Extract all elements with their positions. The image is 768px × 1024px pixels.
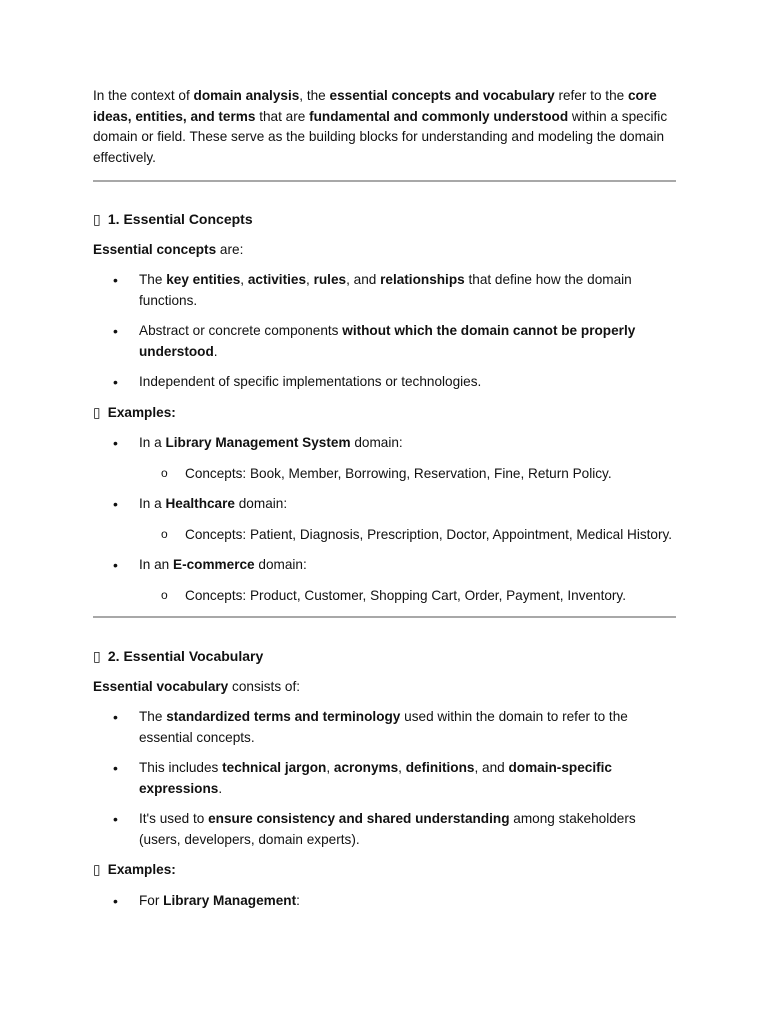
item-text: domain: — [350, 435, 403, 450]
item-text: For — [139, 892, 164, 908]
item-bold: Library Management System — [165, 435, 351, 450]
list-item — [93, 270, 676, 311]
sub-list-item: o Concepts: Product, Customer, Shopping Cart, Order, Payment, Inventory. — [139, 586, 676, 607]
item-text: It's used to — [139, 811, 209, 826]
item-bold: standardized terms and terminology — [166, 709, 401, 724]
item-text: In a — [139, 435, 166, 450]
item-text: used within the domain to refer to the essential concepts. — [139, 709, 628, 745]
list-item — [93, 494, 676, 545]
intro-text: that are — [255, 108, 310, 124]
list-item — [93, 809, 676, 850]
list-item — [93, 321, 676, 362]
intro-bold: core ideas, entities, and terms — [93, 88, 657, 124]
intro-text: , the — [299, 88, 330, 103]
item-text: , — [240, 272, 248, 287]
section-heading-vocabulary — [93, 646, 676, 667]
intro-text: In the context of — [93, 88, 194, 103]
list-item — [93, 758, 676, 799]
item-bold: Healthcare — [165, 496, 235, 511]
item-text: In a — [139, 496, 166, 511]
vocabulary-examples-list — [93, 891, 676, 912]
item-bold: key entities — [166, 272, 241, 287]
item-text: domain: — [234, 496, 288, 511]
intro-paragraph — [93, 86, 676, 168]
missing-glyph-icon: ▯ — [93, 862, 101, 877]
item-text: . — [213, 343, 218, 359]
item-bold: without which the domain cannot be properly understood — [139, 323, 636, 359]
list-item — [93, 707, 676, 748]
item-text: , — [398, 760, 406, 775]
vocabulary-list — [93, 707, 676, 850]
list-item — [93, 433, 676, 484]
intro-bold: domain analysis — [193, 88, 300, 103]
sub-list-item: o Concepts: Patient, Diagnosis, Prescription, Doctor, Appointment, Medical History. — [139, 525, 676, 546]
intro-text: within a specific domain or field. These serve as the building blocks for understanding and modeling the domain effectively. — [93, 108, 668, 165]
item-text: among stakeholders (users, developers, domain experts). — [139, 811, 636, 847]
section-heading-concepts — [93, 209, 676, 230]
sub-list — [139, 525, 676, 546]
intro-text: refer to the — [554, 88, 628, 103]
item-bold: activities — [247, 272, 307, 287]
item-text: The — [139, 272, 167, 287]
missing-glyph-icon: ▯ — [93, 648, 101, 664]
item-bold: Library Management — [163, 892, 297, 908]
item-bold: technical jargon — [222, 760, 327, 775]
lead-bold: Essential concepts — [93, 241, 217, 257]
lead-bold: Essential vocabulary — [93, 678, 229, 694]
item-text: , — [326, 760, 334, 775]
item-bold: acronyms — [333, 760, 399, 775]
concepts-list — [93, 270, 676, 393]
item-bold: ensure consistency and shared understanding — [208, 811, 510, 826]
list-item — [93, 372, 676, 393]
item-bold: rules — [313, 272, 347, 287]
item-text: , and — [474, 760, 509, 775]
item-text: that define how the domain functions. — [139, 272, 632, 308]
document-body — [93, 86, 676, 921]
examples-label — [93, 860, 676, 881]
item-text: , — [306, 272, 314, 287]
item-bold: definitions — [405, 760, 475, 775]
sub-list-item: o Concepts: Book, Member, Borrowing, Reservation, Fine, Return Policy. — [139, 464, 676, 485]
section-heading-text: 1. Essential Concepts — [107, 211, 253, 227]
item-text: The — [139, 709, 167, 724]
item-text: In an — [139, 557, 174, 572]
section-lead — [93, 677, 676, 698]
intro-bold: fundamental and commonly understood — [309, 108, 569, 124]
examples-list — [93, 433, 676, 606]
item-text: Independent of specific implementations or technologies. — [139, 374, 482, 389]
item-text: This includes — [139, 760, 223, 775]
item-text: . — [218, 780, 223, 796]
section-heading-text: 2. Essential Vocabulary — [107, 648, 264, 664]
missing-glyph-icon: ▯ — [93, 404, 101, 420]
sub-list — [139, 586, 676, 607]
item-bold: E-commerce — [173, 557, 255, 572]
horizontal-divider — [93, 616, 676, 618]
lead-text: consists of: — [228, 678, 301, 694]
examples-label-text: Examples: — [107, 862, 176, 877]
item-bold: relationships — [380, 272, 465, 287]
item-text: , and — [346, 272, 381, 287]
section-lead — [93, 240, 676, 261]
list-item — [93, 555, 676, 606]
lead-text: are: — [216, 241, 244, 257]
intro-bold: essential concepts and vocabulary — [329, 88, 555, 103]
sub-list — [139, 464, 676, 485]
examples-label — [93, 403, 676, 424]
examples-label-text: Examples: — [107, 404, 176, 420]
item-bold: domain-specific expressions — [139, 760, 612, 796]
item-text: domain: — [254, 557, 307, 572]
missing-glyph-icon: ▯ — [93, 211, 101, 227]
item-text: Abstract or concrete components — [139, 323, 343, 338]
item-text: : — [296, 892, 300, 908]
list-item — [93, 891, 676, 912]
horizontal-divider — [93, 180, 676, 182]
